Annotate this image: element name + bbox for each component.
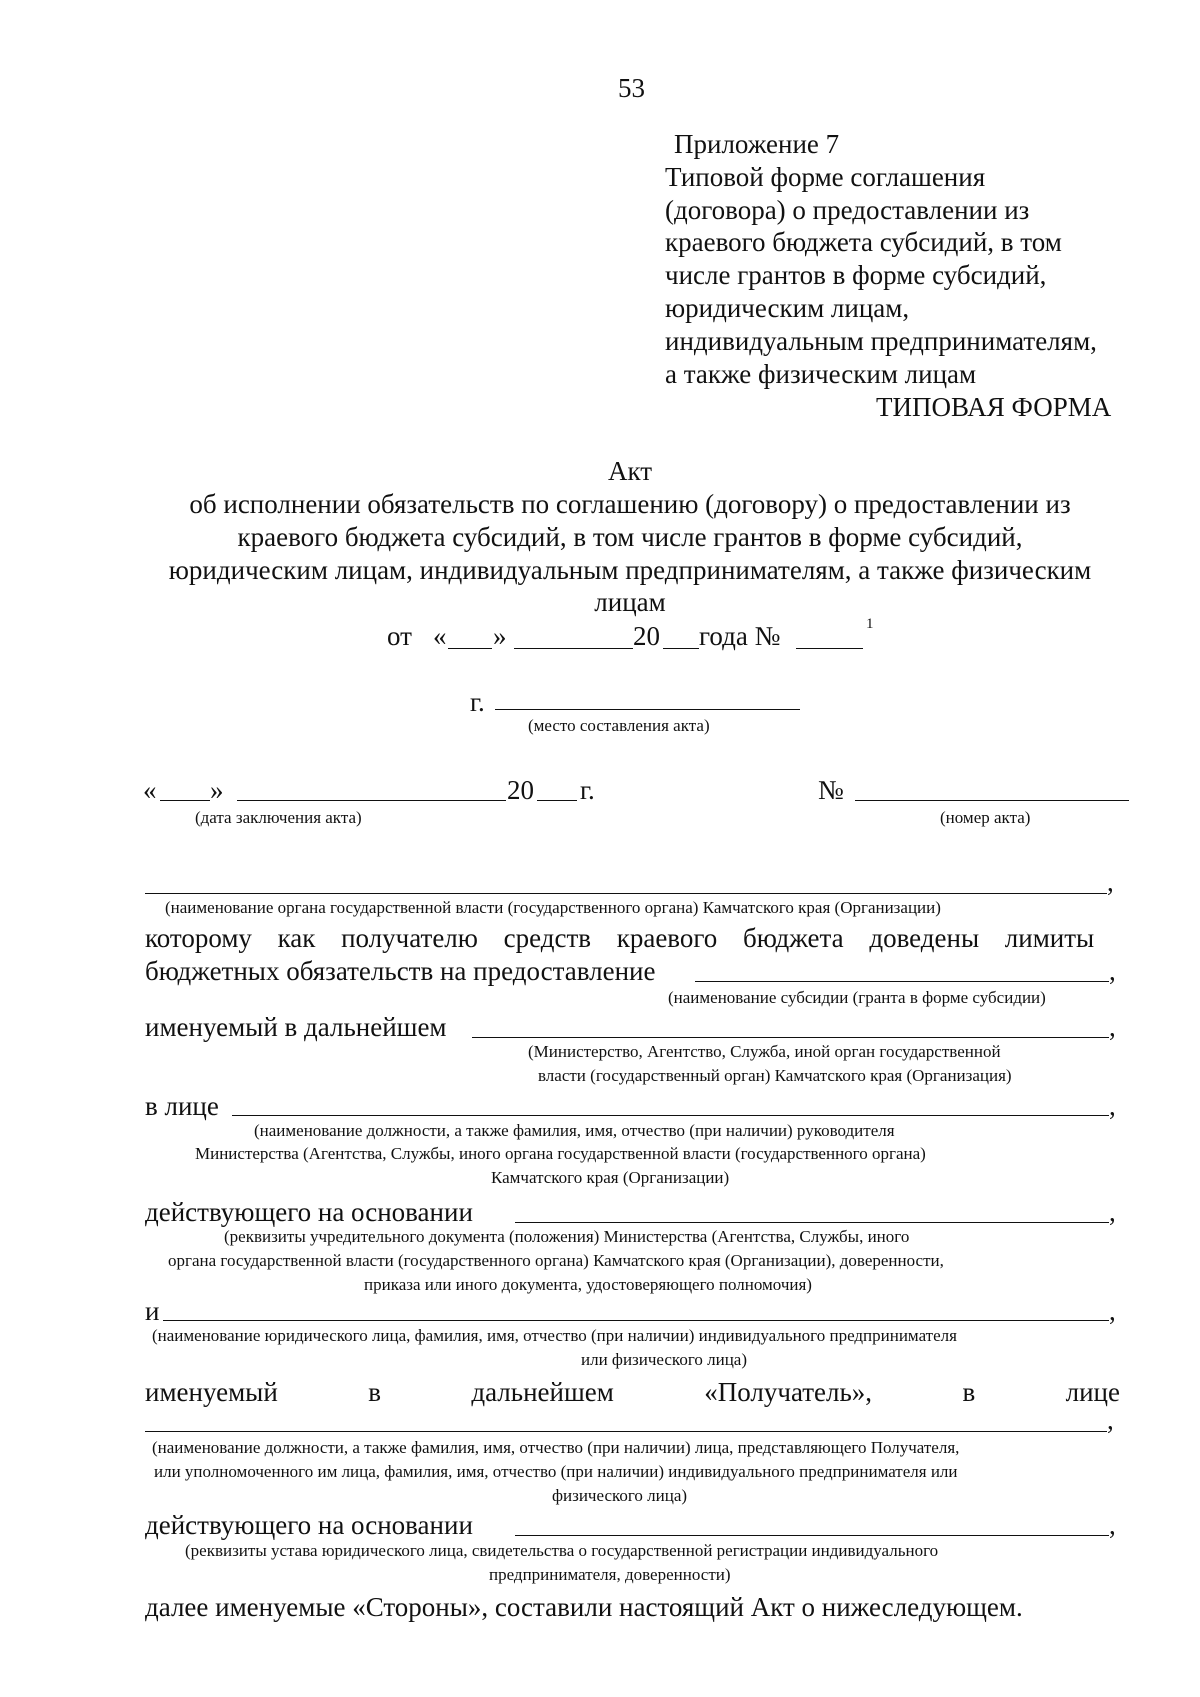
person-hint-2: Министерства (Агентства, Службы, иного органа государственной власти (государственного органа) — [195, 1144, 926, 1163]
title-day-blank[interactable] — [448, 648, 492, 649]
act-year-blank[interactable] — [537, 800, 577, 801]
recipient-word-5: в — [962, 1377, 976, 1407]
referred-blank[interactable] — [472, 1037, 1109, 1038]
comma-1: , — [1107, 867, 1114, 897]
act-number-hint: (номер акта) — [940, 808, 1031, 827]
act-date-open-quote: « — [143, 775, 157, 805]
recipient-word-1: именуемый — [145, 1377, 278, 1407]
title-year-prefix: 20 — [633, 621, 660, 651]
limits-word-6: бюджета — [742, 923, 844, 953]
title-line-3: юридическим лицам, индивидуальным предпринимателям, а также физическим — [168, 555, 1092, 585]
act-date-close-quote: » — [210, 775, 224, 805]
act-number-blank[interactable] — [855, 800, 1129, 801]
comma-8: , — [1109, 1510, 1116, 1540]
person-blank[interactable] — [232, 1115, 1109, 1116]
referred-label: именуемый в дальнейшем — [145, 1012, 447, 1042]
organ-name-blank[interactable] — [145, 893, 1107, 894]
limits-word-3: получателю — [341, 923, 478, 953]
limits-word-5: краевого — [616, 923, 718, 953]
act-year-prefix: 20 — [507, 775, 534, 805]
limits-line — [145, 922, 1120, 954]
recipient-word-2: в — [368, 1377, 381, 1407]
rep-hint-3: физического лица) — [552, 1486, 688, 1505]
title-year-blank[interactable] — [663, 648, 699, 649]
recipient-word-6: лице — [1065, 1377, 1120, 1407]
recipient-name-blank[interactable] — [163, 1320, 1109, 1321]
recipient-line — [145, 1376, 1120, 1408]
basis-blank-2[interactable] — [515, 1535, 1109, 1536]
subsidy-name-hint: (наименование субсидии (гранта в форме субсидии) — [668, 988, 1046, 1007]
limits-word-4: средств — [503, 923, 592, 953]
subsidy-name-blank[interactable] — [695, 981, 1109, 982]
limits-word-2: как — [277, 923, 316, 953]
title-line-2: краевого бюджета субсидий, в том числе грантов в форме субсидий, — [237, 522, 1023, 552]
recipient-word-3: дальнейшем — [471, 1377, 614, 1407]
title-number-blank[interactable] — [796, 648, 863, 649]
recipient-word-4: «Получатель», — [704, 1377, 873, 1407]
basis-label-2: действующего на основании — [145, 1510, 473, 1540]
basis-blank-1[interactable] — [515, 1222, 1109, 1223]
recipient-hint-1: (наименование юридического лица, фамилия, имя, отчество (при наличии) индивидуального предпринимателя — [152, 1326, 957, 1345]
footnote-marker: 1 — [866, 616, 874, 632]
form-type-label: ТИПОВАЯ ФОРМА — [876, 392, 1112, 422]
comma-2: , — [1109, 956, 1116, 986]
provision-label: бюджетных обязательств на предоставление — [145, 956, 656, 986]
date-from-label: от — [387, 621, 412, 651]
appendix-line-5: юридическим лицам, — [665, 293, 910, 323]
comma-4: , — [1109, 1091, 1116, 1121]
basis-hint-1b: органа государственной власти (государственного органа) Камчатского края (Организации), доверенности, — [168, 1251, 944, 1270]
closing-sentence: далее именуемые «Стороны», составили настоящий Акт о нижеследующем. — [145, 1592, 1023, 1622]
referred-hint-2: власти (государственный орган) Камчатского края (Организация) — [538, 1066, 1012, 1085]
comma-5: , — [1109, 1197, 1116, 1227]
place-hint: (место составления акта) — [528, 716, 710, 735]
comma-3: , — [1109, 1012, 1116, 1042]
recipient-rep-blank[interactable] — [145, 1431, 1107, 1432]
title-line-1: об исполнении обязательств по соглашению (договору) о предоставлении из — [189, 489, 1071, 519]
organ-name-hint: (наименование органа государственной власти (государственного органа) Камчатского края (Организации) — [165, 898, 941, 917]
act-month-blank[interactable] — [237, 800, 506, 801]
person-hint-3: Камчатского края (Организации) — [491, 1168, 730, 1187]
referred-hint-1: (Министерство, Агентство, Служба, иной орган государственной — [528, 1042, 1001, 1061]
basis-hint-2a: (реквизиты устава юридического лица, свидетельства о государственной регистрации индивидуального — [185, 1541, 939, 1560]
basis-hint-1a: (реквизиты учредительного документа (положения) Министерства (Агентства, Службы, иного — [224, 1227, 910, 1246]
recipient-hint-2: или физического лица) — [581, 1350, 747, 1369]
comma-6: , — [1109, 1296, 1116, 1326]
page-number: 53 — [618, 73, 645, 103]
basis-hint-2b: предпринимателя, доверенности) — [489, 1565, 731, 1584]
city-label: г. — [470, 687, 485, 717]
comma-7: , — [1107, 1405, 1114, 1435]
act-year-suffix: г. — [580, 775, 595, 805]
open-quote: « — [433, 621, 447, 651]
rep-hint-1: (наименование должности, а также фамилия, имя, отчество (при наличии) лица, представляющего Получателя, — [152, 1438, 960, 1457]
appendix-label: Приложение 7 — [674, 129, 840, 159]
appendix-line-1: Типовой форме соглашения — [665, 162, 986, 192]
appendix-line-3: краевого бюджета субсидий, в том — [665, 227, 1062, 257]
appendix-line-4: числе грантов в форме субсидий, — [665, 260, 1047, 290]
act-day-blank[interactable] — [160, 800, 210, 801]
basis-label-1: действующего на основании — [145, 1197, 473, 1227]
place-blank[interactable] — [495, 709, 800, 710]
limits-word-8: лимиты — [1004, 923, 1095, 953]
title-line-4: лицам — [594, 587, 666, 617]
limits-word-1: которому — [145, 923, 252, 953]
rep-hint-2: или уполномоченного им лица, фамилия, имя, отчество (при наличии) индивидуального предпринимателя или — [154, 1462, 958, 1481]
limits-word-7: доведены — [869, 923, 980, 953]
appendix-line-6: индивидуальным предпринимателям, — [665, 326, 1097, 356]
act-number-sign: № — [818, 775, 844, 805]
act-date-hint: (дата заключения акта) — [195, 808, 362, 827]
person-hint-1: (наименование должности, а также фамилия, имя, отчество (при наличии) руководителя — [254, 1121, 895, 1140]
appendix-line-2: (договора) о предоставлении из — [665, 195, 1030, 225]
and-label: и — [145, 1296, 160, 1326]
document-title: Акт — [607, 456, 653, 486]
title-year-word: года № — [699, 621, 781, 651]
close-quote: » — [493, 621, 507, 651]
appendix-line-7: а также физическим лицам — [665, 359, 977, 389]
person-label: в лице — [145, 1091, 219, 1121]
basis-hint-1c: приказа или иного документа, удостоверяющего полномочия) — [364, 1275, 812, 1294]
title-month-blank[interactable] — [514, 648, 633, 649]
